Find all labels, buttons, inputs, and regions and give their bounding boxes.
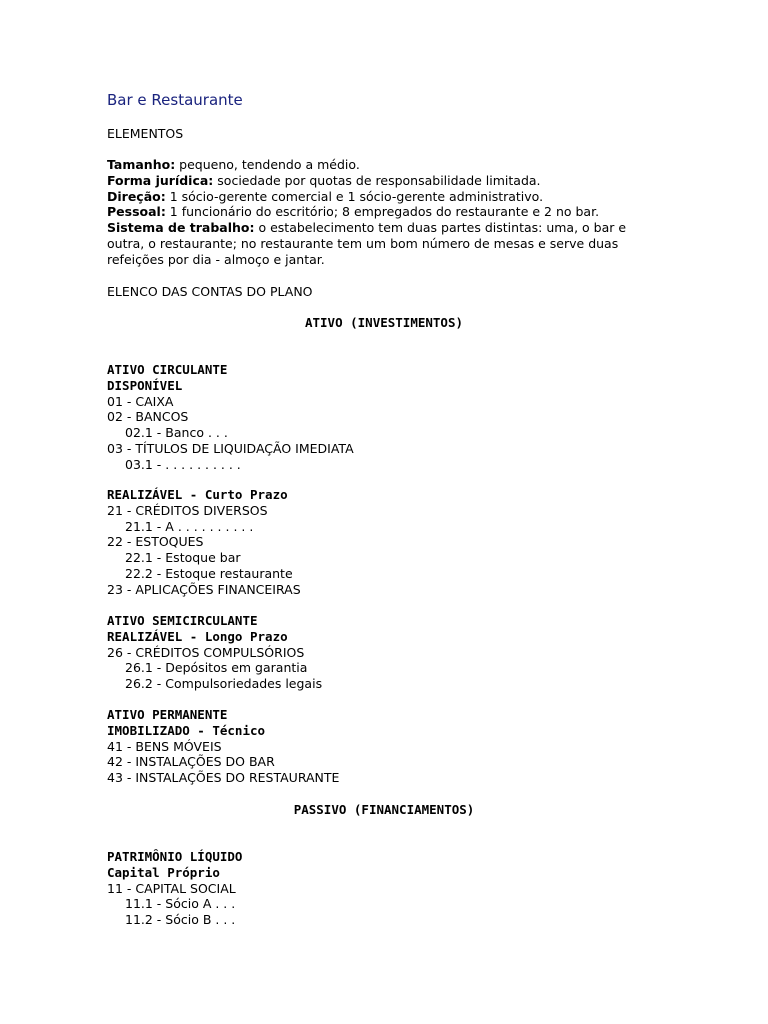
sub-account-item: 21.1 - A . . . . . . . . . . bbox=[125, 518, 254, 534]
elementos-label bbox=[107, 126, 647, 142]
section-title: ATIVO SEMICIRCULANTE bbox=[107, 613, 258, 628]
detail-value: 1 funcionário do escritório; 8 empregados do restaurante e 2 no bar. bbox=[165, 204, 600, 220]
detail-forma-juridica bbox=[107, 173, 647, 189]
account-list bbox=[107, 881, 647, 928]
detail-direcao bbox=[107, 189, 647, 205]
passivo-heading: PASSIVO (FINANCIAMENTOS) bbox=[293, 802, 475, 817]
detail-sistema bbox=[107, 220, 647, 267]
detail-label: Pessoal: bbox=[107, 204, 166, 220]
ativo-semicirculante-section bbox=[107, 613, 647, 692]
ativo-circulante-section bbox=[107, 362, 647, 473]
section-title: PATRIMÔNIO LÍQUIDO bbox=[107, 849, 243, 864]
account-item: 43 - INSTALAÇÕES DO RESTAURANTE bbox=[107, 770, 340, 786]
account-item: 42 - INSTALAÇÕES DO BAR bbox=[107, 754, 275, 770]
elenco-label bbox=[107, 284, 647, 300]
account-item: 21 - CRÉDITOS DIVERSOS bbox=[107, 502, 268, 518]
detail-tamanho bbox=[107, 157, 647, 173]
account-item: 41 - BENS MÓVEIS bbox=[107, 738, 222, 754]
detail-label: Tamanho: bbox=[107, 157, 176, 172]
sub-account-item: 11.1 - Sócio A . . . bbox=[125, 896, 236, 912]
account-item: 11 - CAPITAL SOCIAL bbox=[107, 880, 236, 896]
section-subtitle: REALIZÁVEL - Longo Prazo bbox=[107, 628, 288, 644]
sub-account-item: 11.2 - Sócio B . . . bbox=[125, 912, 236, 928]
detail-label: Direção: bbox=[107, 188, 166, 204]
detail-value: 1 sócio-gerente comercial e 1 sócio-gerente administrativo. bbox=[165, 188, 544, 204]
page-title: Bar e Restaurante bbox=[107, 91, 243, 109]
account-list bbox=[107, 503, 647, 598]
account-list bbox=[107, 394, 647, 473]
account-item: 23 - APLICAÇÕES FINANCEIRAS bbox=[107, 581, 301, 597]
section-title: ATIVO CIRCULANTE bbox=[107, 362, 228, 377]
sub-account-item: 22.2 - Estoque restaurante bbox=[125, 565, 293, 581]
detail-value: o estabelecimento tem duas partes distintas: uma, o bar e outra, o restaurante; no restaurante tem um bom número de mesas e serve duas refeições por dia - almoço e jantar. bbox=[107, 220, 627, 267]
section-title: ATIVO PERMANENTE bbox=[107, 707, 228, 722]
ativo-permanente-section bbox=[107, 707, 647, 786]
detail-label: Sistema de trabalho: bbox=[107, 220, 255, 236]
account-list bbox=[107, 739, 647, 786]
section-subtitle: Capital Próprio bbox=[107, 864, 220, 880]
detail-value: sociedade por quotas de responsabilidade limitada. bbox=[213, 172, 541, 188]
section-subtitle: REALIZÁVEL - Curto Prazo bbox=[107, 487, 288, 502]
patrimonio-section bbox=[107, 849, 647, 928]
detail-pessoal bbox=[107, 204, 647, 220]
account-item: 02 - BANCOS bbox=[107, 409, 189, 425]
section-subtitle: DISPONÍVEL bbox=[107, 377, 183, 393]
account-item: 01 - CAIXA bbox=[107, 393, 174, 409]
account-item: 03 - TÍTULOS DE LIQUIDAÇÃO IMEDIATA bbox=[107, 440, 354, 456]
account-item: 26 - CRÉDITOS COMPULSÓRIOS bbox=[107, 644, 305, 660]
sub-account-item: 26.2 - Compulsoriedades legais bbox=[125, 676, 323, 692]
elenco-text: ELENCO DAS CONTAS DO PLANO bbox=[107, 284, 313, 299]
account-list bbox=[107, 645, 647, 692]
sub-account-item: 22.1 - Estoque bar bbox=[125, 550, 241, 566]
sub-account-item: 02.1 - Banco . . . bbox=[125, 425, 228, 441]
ativo-heading: ATIVO (INVESTIMENTOS) bbox=[304, 315, 464, 330]
sub-account-item: 03.1 - . . . . . . . . . . bbox=[125, 456, 241, 472]
detail-label: Forma jurídica: bbox=[107, 172, 214, 188]
sub-account-item: 26.1 - Depósitos em garantia bbox=[125, 660, 308, 676]
section-subtitle: IMOBILIZADO - Técnico bbox=[107, 722, 266, 738]
details-block bbox=[107, 157, 647, 268]
realizavel-curto-section bbox=[107, 487, 647, 598]
elementos-text: ELEMENTOS bbox=[107, 126, 184, 141]
detail-value: pequeno, tendendo a médio. bbox=[175, 157, 360, 172]
account-item: 22 - ESTOQUES bbox=[107, 534, 204, 550]
